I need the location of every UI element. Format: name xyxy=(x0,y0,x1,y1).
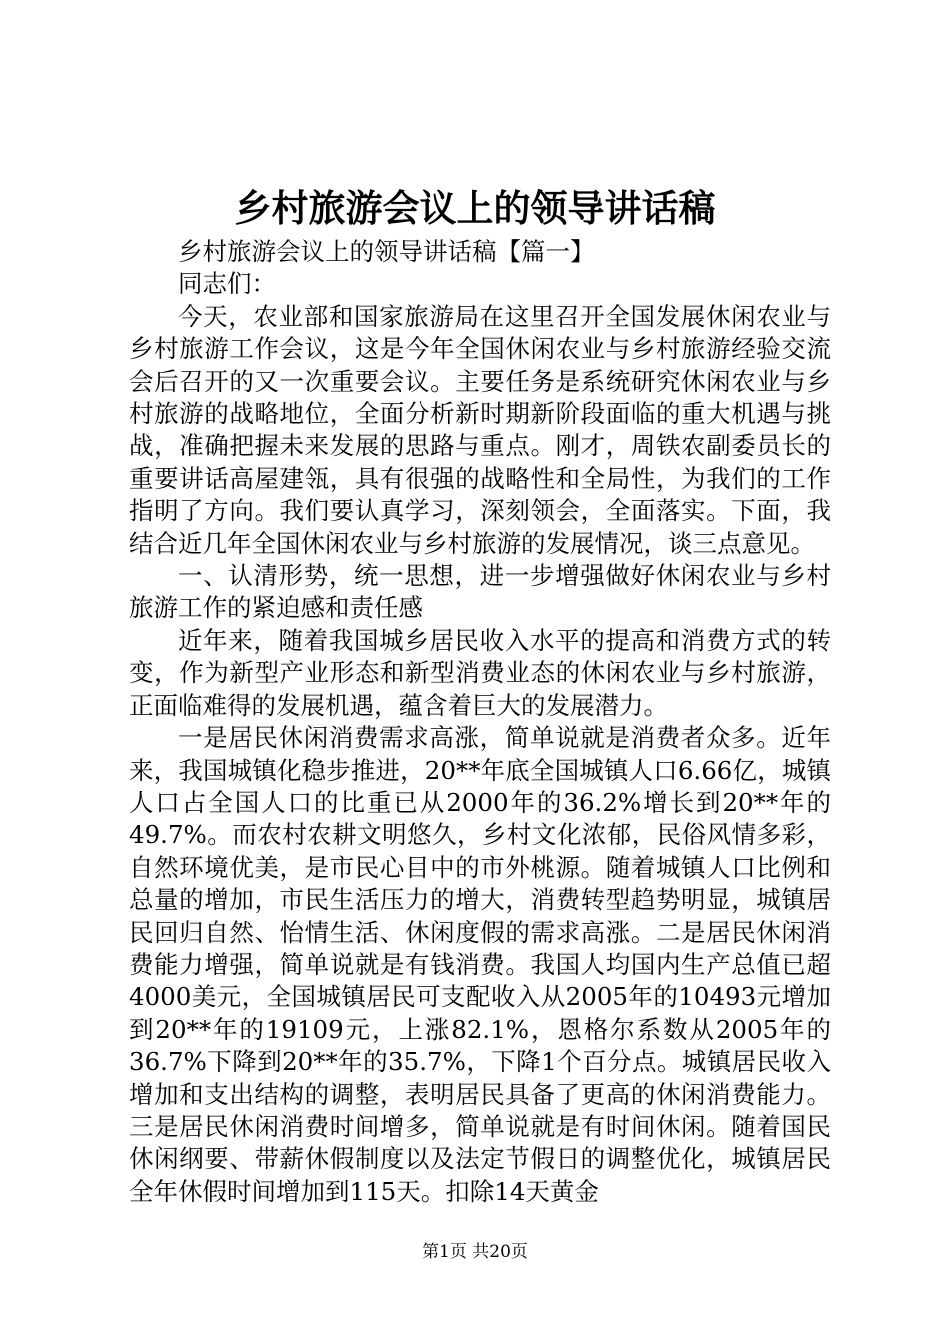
paragraph: 近年来，随着我国城乡居民收入水平的提高和消费方式的转变，作为新型产业形态和新型消费业态的休闲农业与乡村旅游，正面临难得的发展机遇，蕴含着巨大的发展潜力。 xyxy=(129,625,831,720)
salutation: 同志们： xyxy=(178,269,276,299)
paragraph: 今天，农业部和国家旅游局在这里召开全国发展休闲农业与乡村旅游工作会议，这是今年全国休闲农业与乡村旅游经验交流会后召开的又一次重要会议。主要任务是系统研究休闲农业与乡村旅游的战略地位，全面分析新时期新阶段面临的重大机遇与挑战，准确把握未来发展的思路与重点。刚才，周铁农副委员长的重要讲话高屋建瓴，具有很强的战略性和全局性，为我们的工作指明了方向。我们要认真学习，深刻领会，全面落实。下面，我结合近几年全国休闲农业与乡村旅游的发展情况，谈三点意见。 xyxy=(129,301,831,558)
paragraph: 一是居民休闲消费需求高涨，简单说就是消费者众多。近年来，我国城镇化稳步推进，20**年底全国城镇人口6.66亿，城镇人口占全国人口的比重已从2000年的36.2%增长到20**年的49.7%。而农村农耕文明悠久，乡村文化浓郁，民俗风情多彩，自然环境优美，是市民心目中的市外桃源。随着城镇人口比例和总量的增加，市民生活压力的增大，消费转型趋势明显，城镇居民回归自然、怡情生活、休闲度假的需求高涨。二是居民休闲消费能力增强，简单说就是有钱消费。我国人均国内生产总值已超4000美元，全国城镇居民可支配收入从2005年的10493元增加到20**年的19109元，上涨82.1%，恩格尔系数从2005年的36.7%下降到20**年的35.7%，下降1个百分点。城镇居民收入增加和支出结构的调整，表明居民具备了更高的休闲消费能力。三是居民休闲消费时间增多，简单说就是有时间休闲。随着国民休闲纲要、带薪休假制度以及法定节假日的调整优化，城镇居民全年休假时间增加到115天。扣除14天黄金 xyxy=(129,723,831,1206)
document-body xyxy=(129,236,831,1208)
page-footer: 第1页 共20页 xyxy=(422,1242,528,1262)
subsection-heading: 一、认清形势，统一思想，进一步增强做好休闲农业与乡村旅游工作的紧迫感和责任感 xyxy=(129,561,831,623)
document-title: 乡村旅游会议上的领导讲话稿 xyxy=(234,186,716,230)
section-heading: 乡村旅游会议上的领导讲话稿【篇一】 xyxy=(178,237,595,266)
